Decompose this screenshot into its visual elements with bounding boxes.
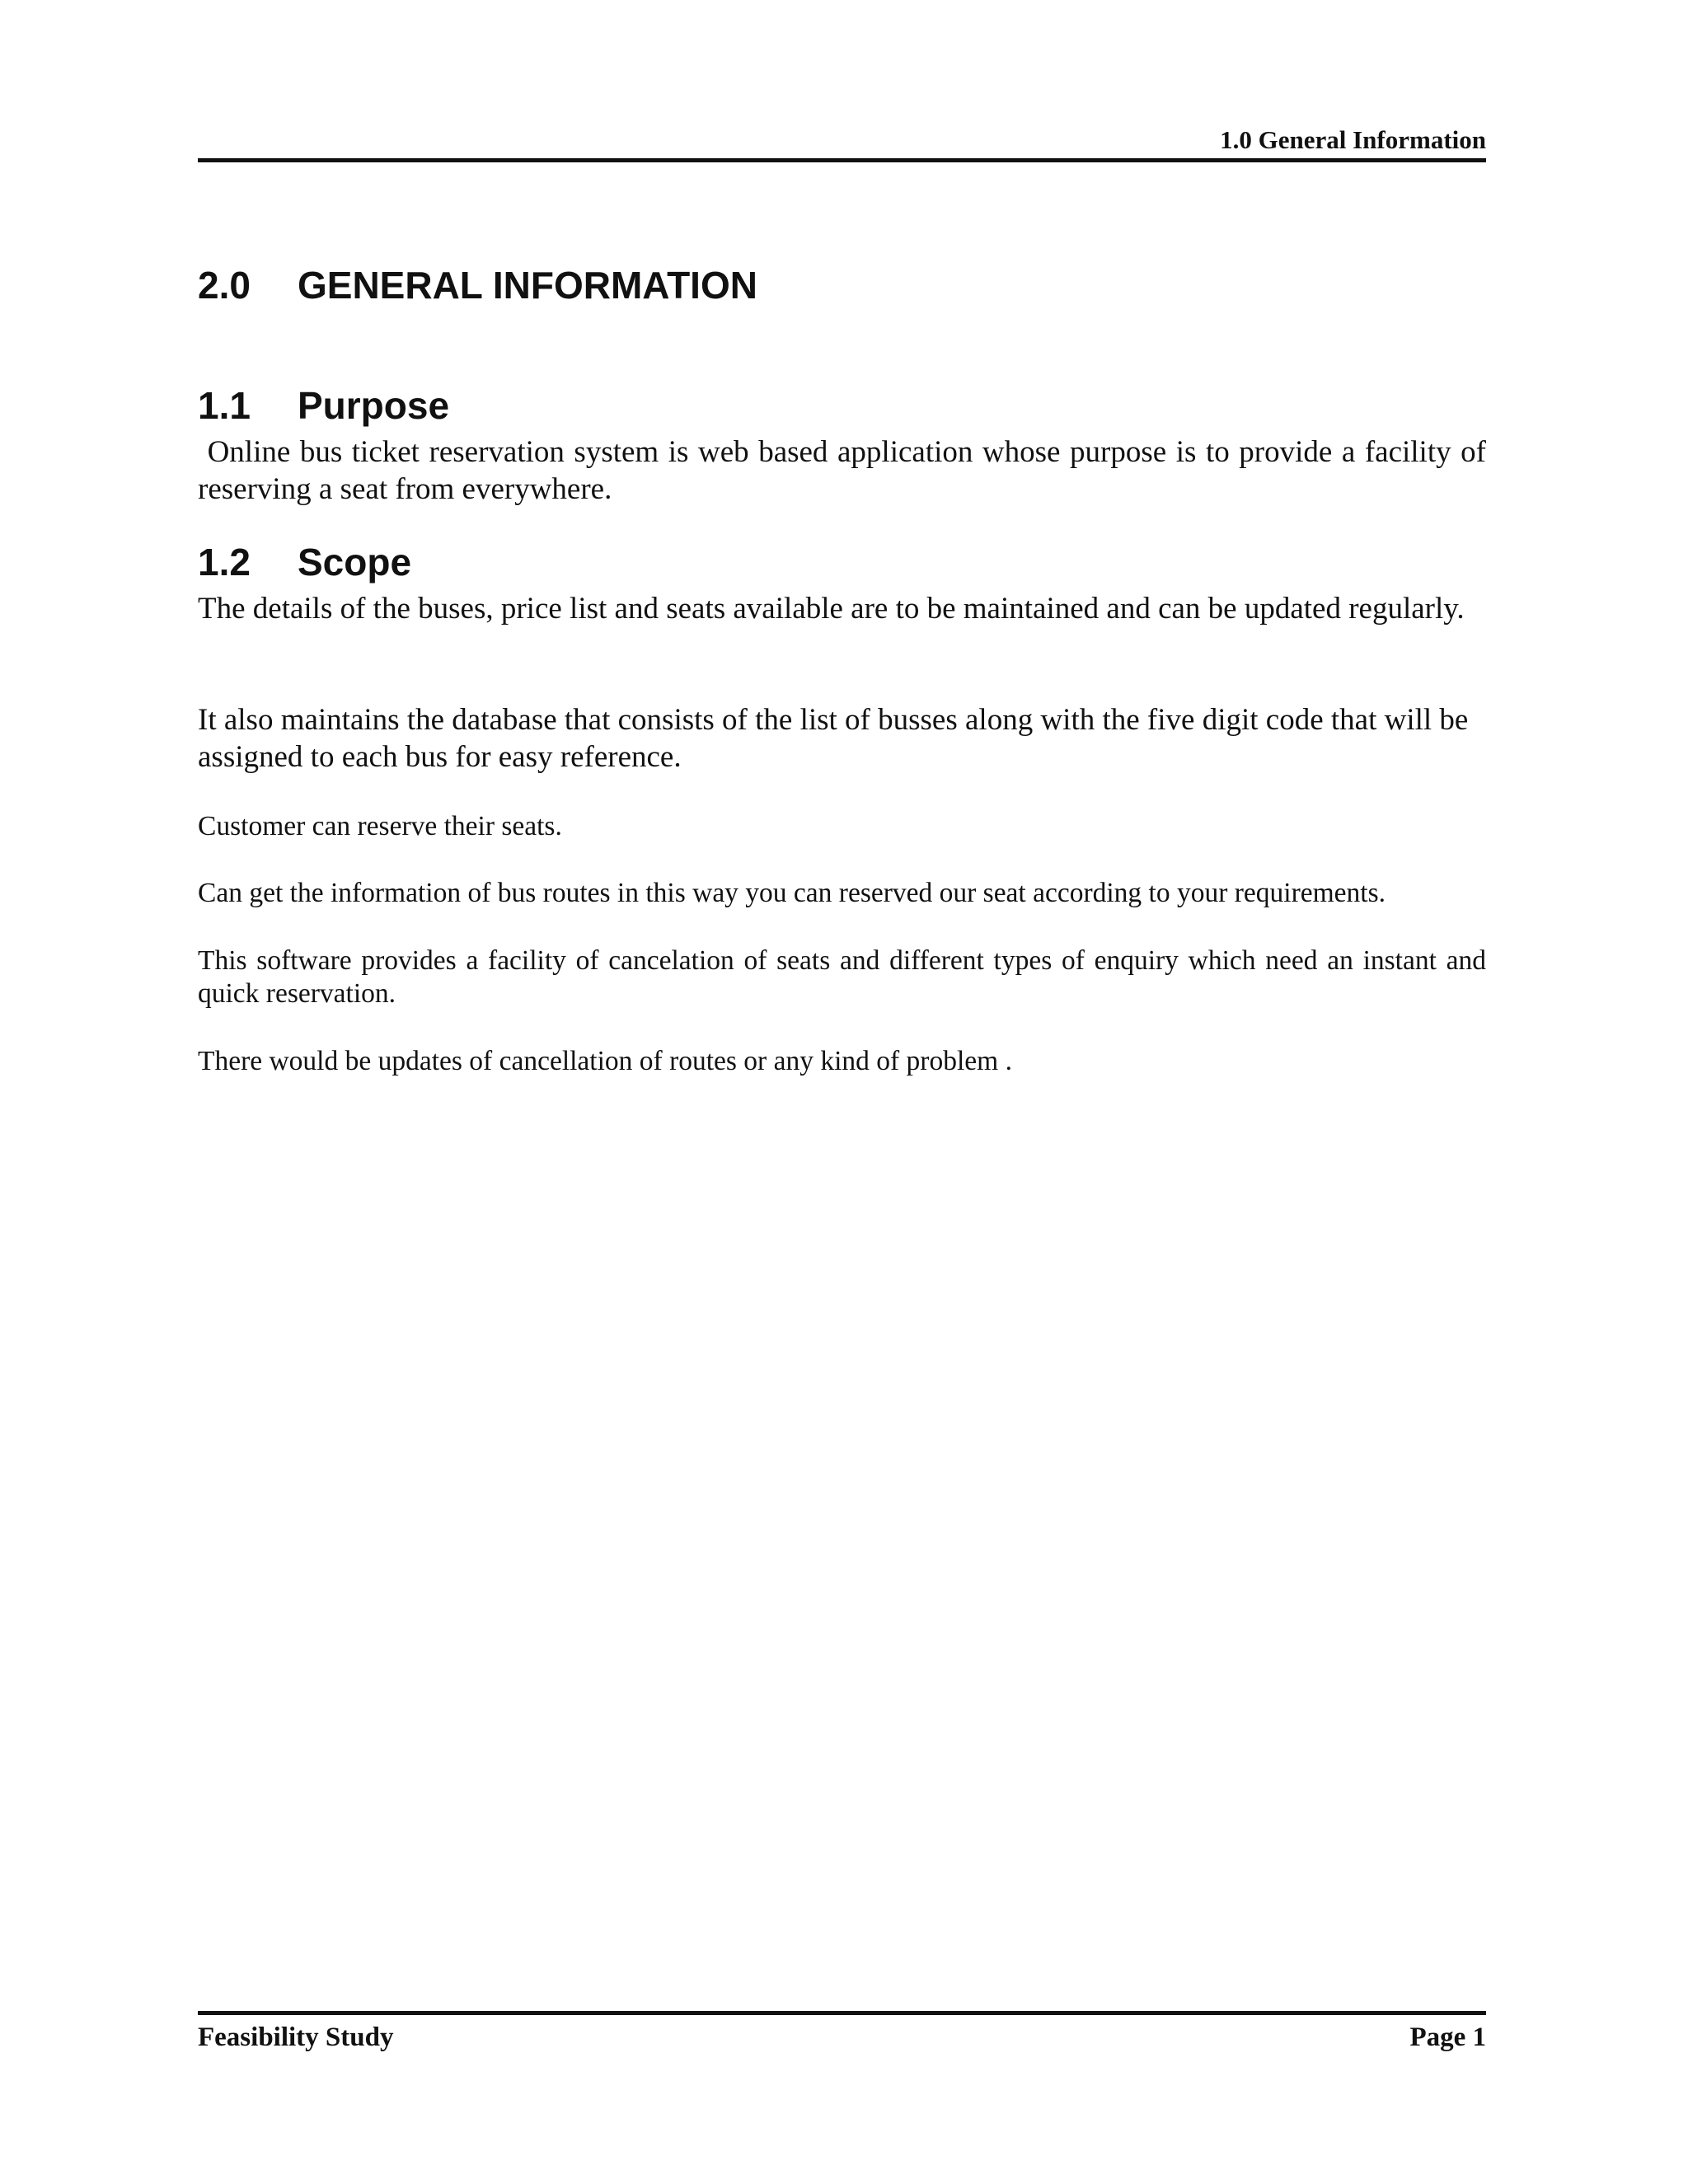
footer-document-title: Feasibility Study [198, 2022, 394, 2052]
section-number: 1.1 [198, 384, 251, 427]
scope-paragraph: It also maintains the database that consists of the list of busses along with the five digit code that will be assigned to each bus for easy reference. [198, 703, 1469, 774]
scope-paragraph: Customer can reserve their seats. [198, 811, 562, 841]
section-title: GENERAL INFORMATION [298, 264, 757, 307]
section-heading-purpose [198, 381, 449, 430]
scope-paragraph: The details of the buses, price list and seats available are to be maintained and can be updated regularly. [198, 592, 1465, 626]
scope-paragraph: This software provides a facility of cancelation of seats and different types of enquiry which need an instant and quick reservation. [198, 945, 1486, 1009]
scope-paragraph: Can get the information of bus routes in this way you can reserved our seat according to your requirements. [198, 878, 1386, 908]
footer-rule [198, 2011, 1486, 2015]
running-header: 1.0 General Information [1220, 125, 1486, 154]
footer-page-number: Page 1 [1409, 2022, 1486, 2052]
section-number: 2.0 [198, 264, 251, 307]
section-heading-scope [198, 537, 411, 587]
section-title: Purpose [298, 384, 450, 427]
section-heading-general-information [198, 260, 757, 310]
header-rule [198, 158, 1486, 162]
section-title: Scope [298, 541, 412, 583]
purpose-paragraph: Online bus ticket reservation system is web based application whose purpose is to provide a facility of reserving a seat from everywhere. [198, 435, 1494, 506]
scope-paragraph: There would be updates of cancellation of routes or any kind of problem . [198, 1046, 1012, 1076]
section-number: 1.2 [198, 541, 251, 583]
